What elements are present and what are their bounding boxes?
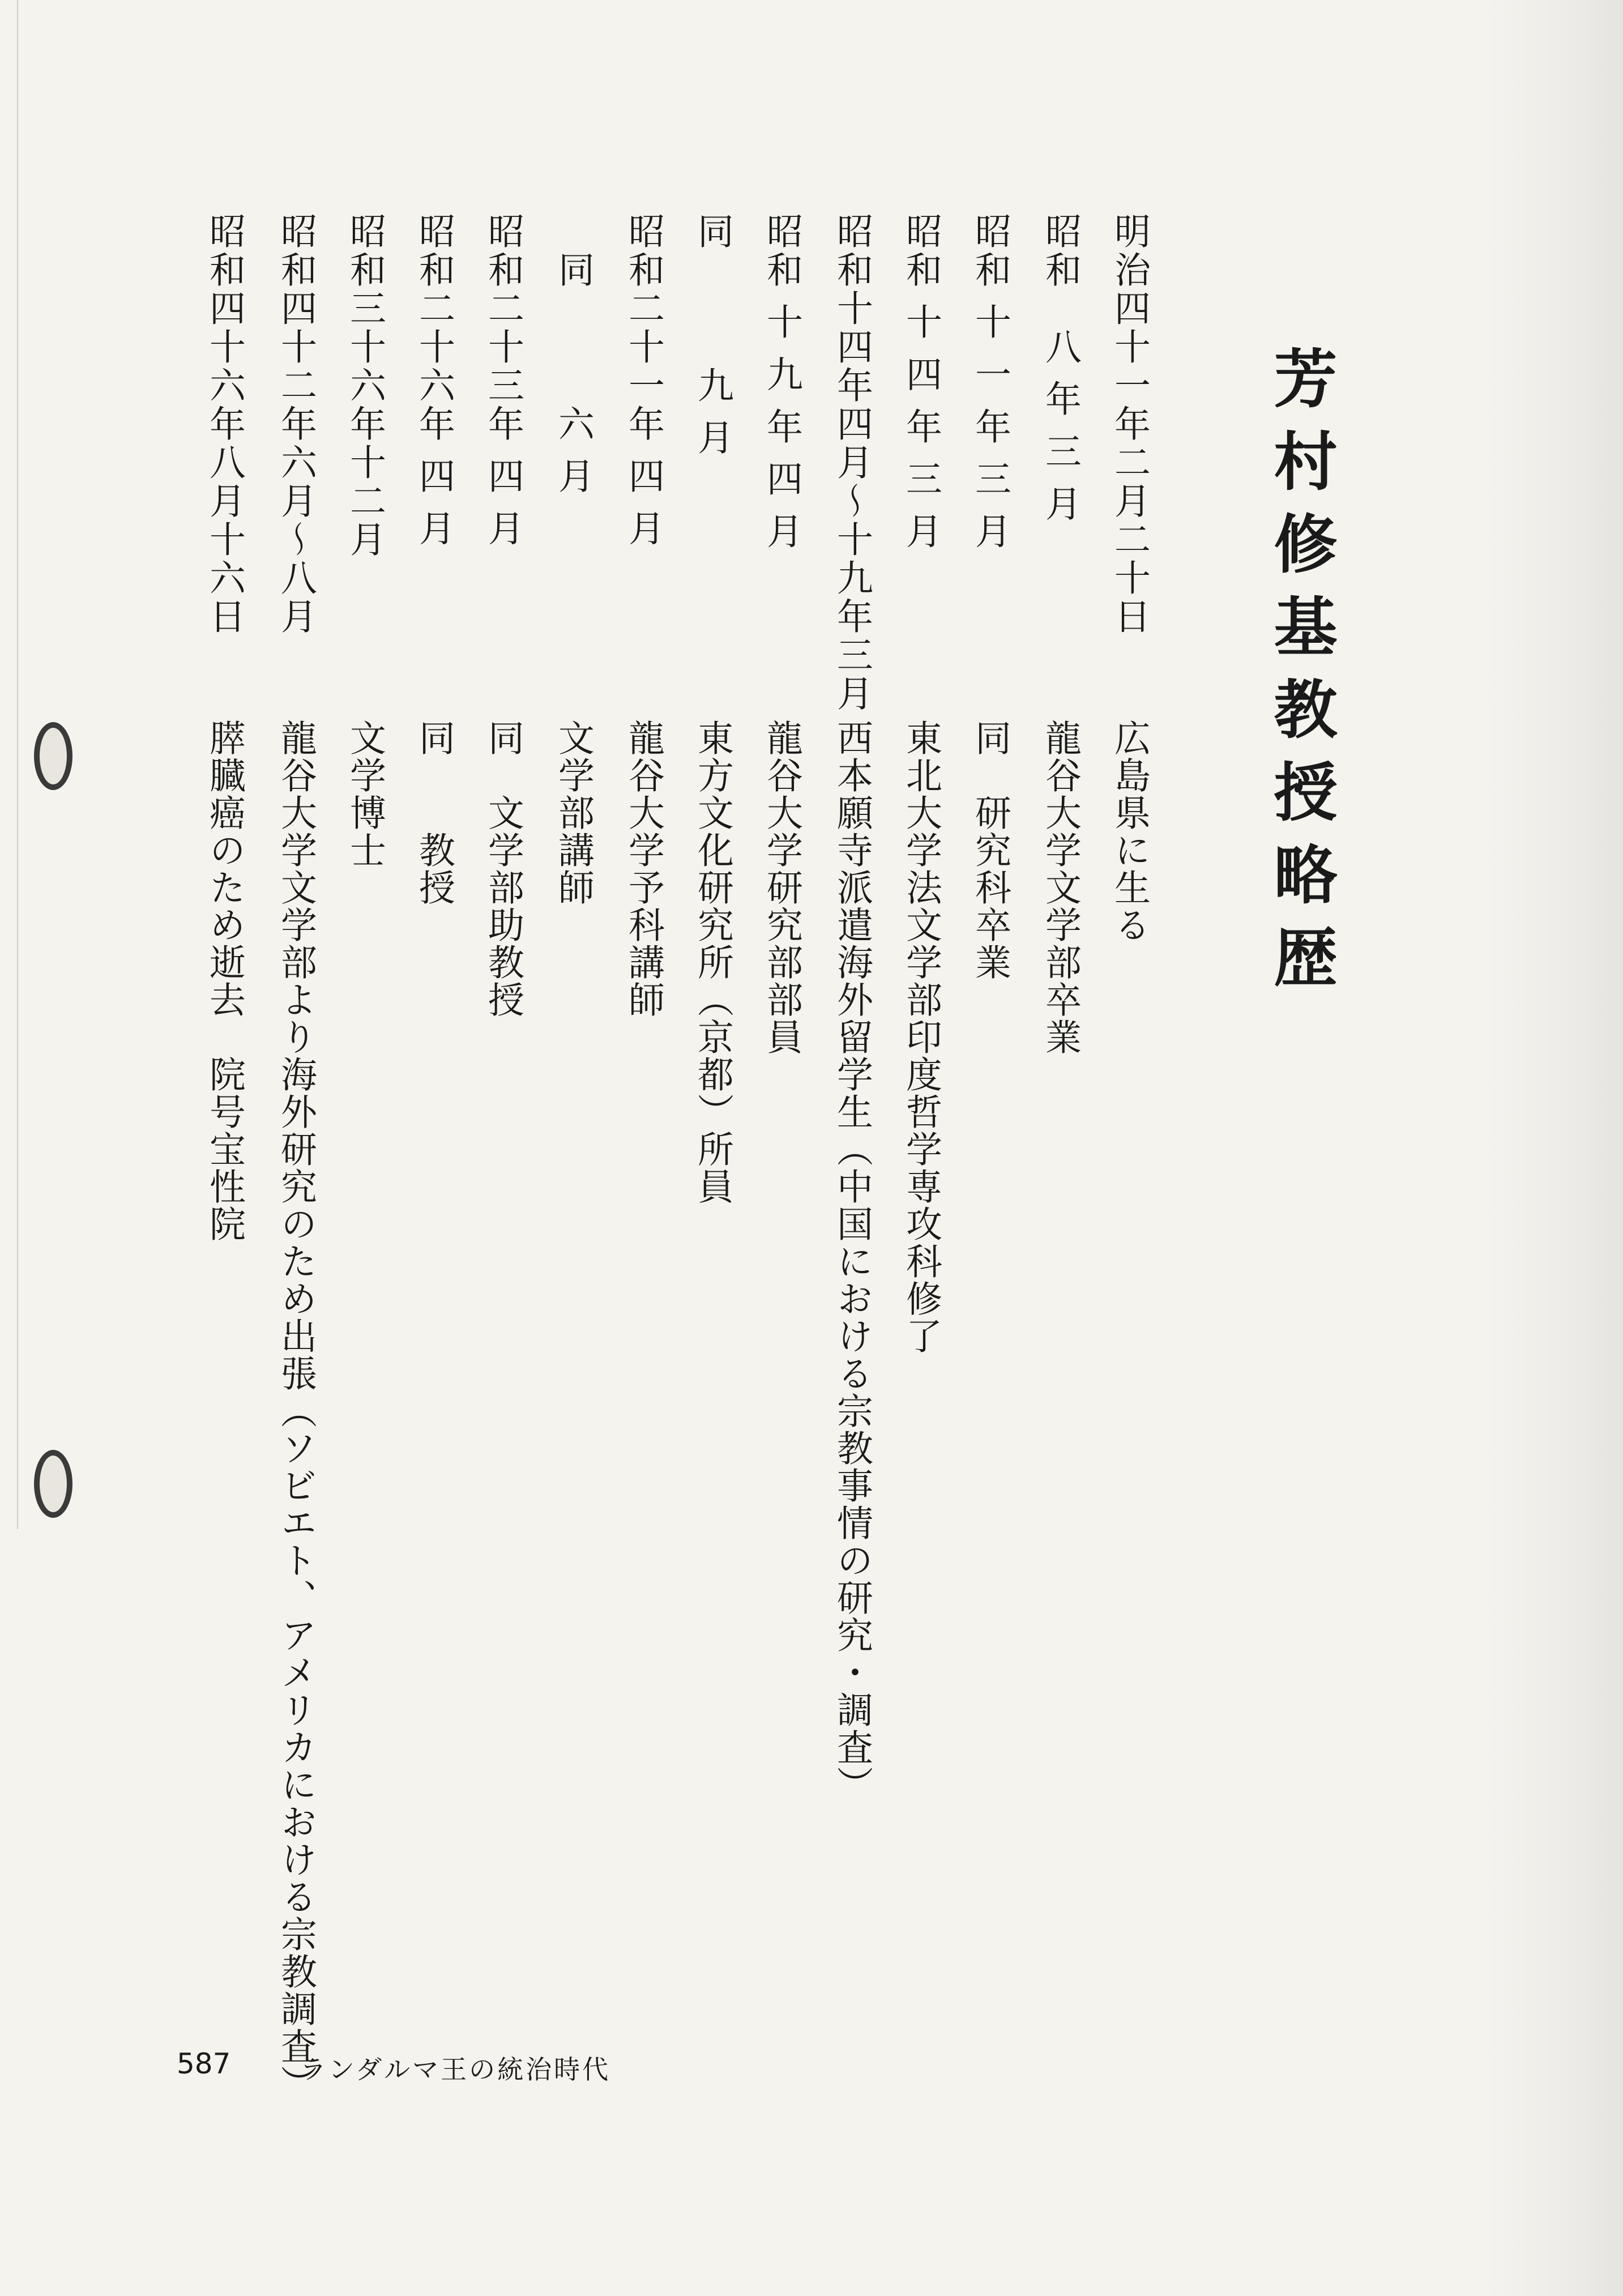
entry-event: 西本願寺派遣海外留学生（中国における宗教事情の研究・調査） (831, 719, 873, 1803)
entry-date: 昭和 八 年 三 月 (1039, 212, 1081, 524)
entry-date: 昭和二十三年 四 月 (482, 212, 524, 548)
page-edge-shadow (1487, 0, 1623, 2296)
entry-date: 明治四十一年二月二十日 (1108, 212, 1150, 636)
entry-event: 同 研究科卒業 (969, 719, 1011, 981)
entry-date: 同 九 月 (691, 212, 733, 458)
entry-event: 同 教授 (413, 719, 455, 906)
entry-event: 東北大学法文学部印度哲学専攻科修了 (900, 719, 942, 1355)
entry-date: 昭和三十六年十二月 (344, 212, 386, 559)
binding-hole-icon (34, 1450, 72, 1518)
page-number: 587 (177, 2047, 231, 2080)
entry-event: 龍谷大学予科講師 (622, 719, 664, 1018)
entry-date: 昭和四十六年八月十六日 (203, 212, 245, 636)
entry-event: 同 文学部助教授 (482, 719, 524, 1018)
margin-line (17, 0, 18, 1529)
entry-date: 昭和 十 一 年 三 月 (969, 212, 1011, 551)
entry-event: 文学博士 (344, 719, 386, 869)
running-title: ランダルマ王の統治時代 (300, 2054, 611, 2085)
entry-event: 龍谷大学文学部卒業 (1039, 719, 1081, 1056)
entry-date: 昭和十四年四月〜十九年三月 (831, 212, 873, 713)
entry-date: 昭和 十 九 年 四 月 (761, 212, 802, 551)
entry-date: 昭和 十 四 年 三 月 (900, 212, 942, 551)
entry-date: 昭和二十一年 四 月 (622, 212, 664, 548)
entry-date: 同 六 月 (552, 212, 594, 496)
entry-event: 文学部講師 (552, 719, 594, 906)
binding-hole-icon (34, 722, 72, 790)
entry-event: 龍谷大学文学部より海外研究のため出張（ソビエト、アメリカにおける宗教調査） (275, 719, 317, 2102)
page-title: 芳村修基教授略歴 (1263, 345, 1338, 1007)
entry-event: 膵臓癌のため逝去 院号宝性院 (203, 719, 245, 1243)
entry-date: 昭和二十六年 四 月 (413, 212, 455, 548)
entry-event: 東方文化研究所（京都）所員 (691, 719, 733, 1205)
entry-event: 龍谷大学研究部部員 (761, 719, 802, 1056)
entry-event: 広島県に生る (1108, 719, 1150, 944)
entry-date: 昭和四十二年六月〜八月 (275, 212, 317, 636)
